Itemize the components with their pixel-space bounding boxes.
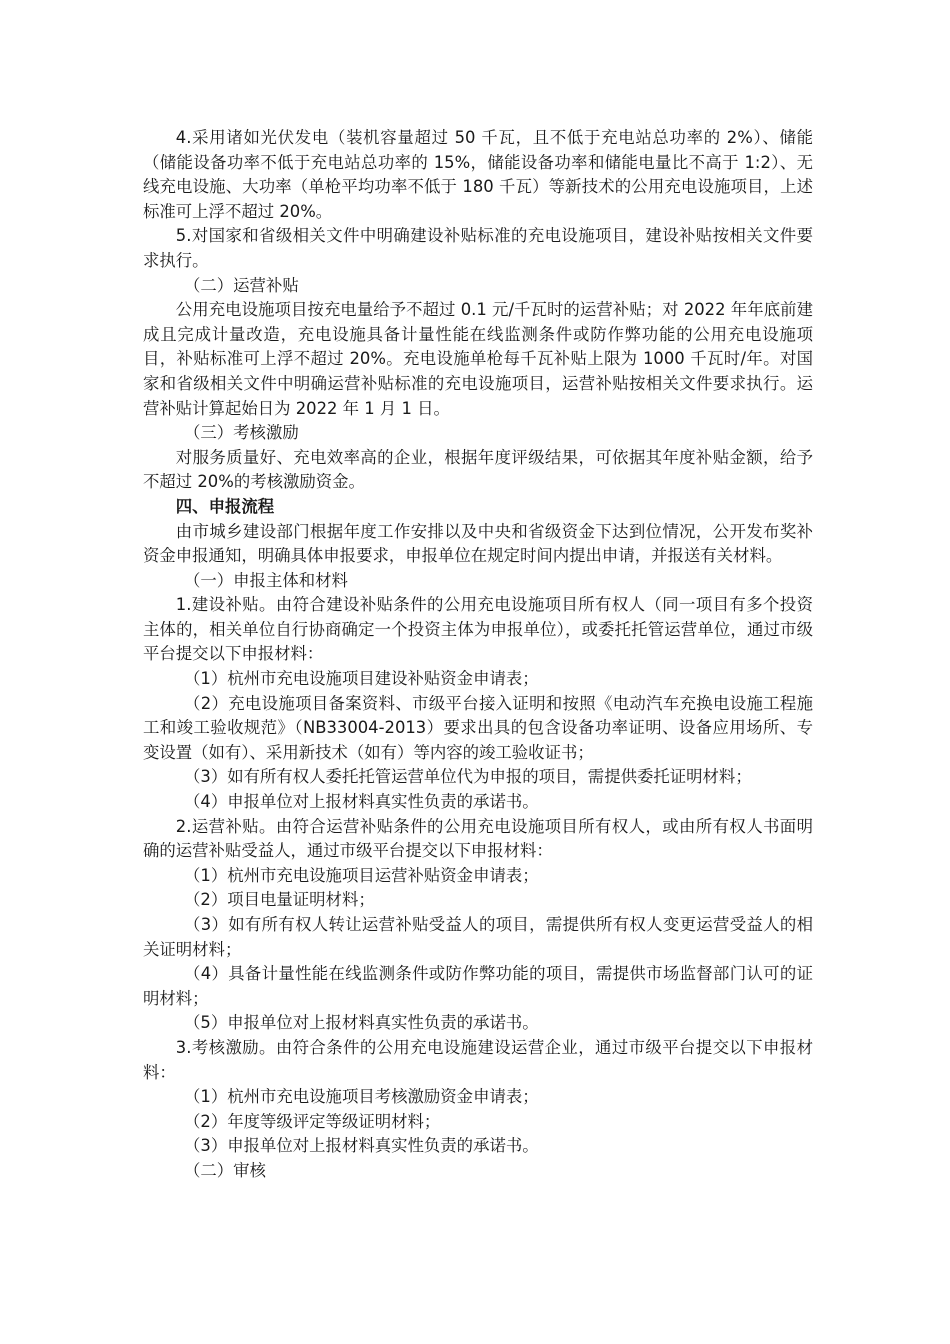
paragraph-construction-subsidy: 1.建设补贴。由符合建设补贴条件的公用充电设施项目所有权人（同一项目有多个投资主体的，相关单位自行协商确定一个投资主体为申报单位），或委托托管运营单位，通过市级平台提交以下申报材料：: [143, 595, 813, 664]
paragraph-operation-subsidy-application: 2.运营补贴。由符合运营补贴条件的公用充电设施项目所有权人，或由所有权人书面明确的运营补贴受益人，通过市级平台提交以下申报材料：: [143, 816, 813, 861]
heading-applicant-materials: （一）申报主体和材料: [184, 570, 348, 590]
list-item: （5）申报单位对上报材料真实性负责的承诺书。: [184, 1013, 539, 1033]
list-item: （4）具备计量性能在线监测条件或防作弊功能的项目，需提供市场监督部门认可的证明材料；: [143, 964, 813, 1008]
list-item: （3）如有所有权人委托托管运营单位代为申报的项目，需提供委托证明材料；: [184, 767, 752, 787]
paragraph-operation-subsidy: 公用充电设施项目按充电量给予不超过 0.1 元/千瓦时的运营补贴；对 2022 年年底前建成且完成计量改造，充电设施具备计量性能在线监测条件或防作弊功能的公用充电设施项目，补贴标准可上浮不超过 20%。充电设施单枪每千瓦补贴上限为 1000 千瓦时/年。对国家和省级相关文件中明确运营补贴标准的充电设施项目，运营补贴按相关文件要求执行。运营补贴计算起始日为 2022 年 1 月 1 日。: [143, 300, 813, 418]
list-item: （1）杭州市充电设施项目考核激励资金申请表；: [184, 1087, 539, 1107]
heading-assessment-incentive: （三）考核激励: [184, 423, 299, 443]
paragraph-assessment-incentive: 对服务质量好、充电效率高的企业，根据年度评级结果，可依据其年度补贴金额，给予不超过 20%的考核激励资金。: [143, 447, 813, 492]
list-item: （1）杭州市充电设施项目建设补贴资金申请表；: [184, 669, 539, 689]
document-page: [143, 126, 813, 1184]
heading-application-process: 四、申报流程: [175, 496, 275, 516]
list-item: （2）项目电量证明材料；: [184, 890, 375, 910]
paragraph-new-tech-standard: 4.采用诸如光伏发电（装机容量超过 50 千瓦，且不低于充电站总功率的 2%）、储能（储能设备功率不低于充电站总功率的 15%，储能设备功率和储能电量比不高于 1:2）、无线充电设施、大功率（单枪平均功率不低于 180 千瓦）等新技术的公用充电设施项目，上述标准可上浮不超过 20%。: [143, 128, 813, 221]
list-item: （3）如有所有权人转让运营补贴受益人的项目，需提供所有权人变更运营受益人的相关证明材料；: [143, 915, 813, 959]
heading-operation-subsidy: （二）运营补贴: [184, 275, 299, 295]
list-item: （2）充电设施项目备案资料、市级平台接入证明和按照《电动汽车充换电设施工程施工和竣工验收规范》（NB33004-2013）要求出具的包含设备功率证明、设备应用场所、专变设置（如有）、采用新技术（如有）等内容的竣工验收证书；: [143, 693, 813, 762]
paragraph-national-standard: 5.对国家和省级相关文件中明确建设补贴标准的充电设施项目，建设补贴按相关文件要求执行。: [143, 226, 813, 270]
list-item: （1）杭州市充电设施项目运营补贴资金申请表；: [184, 865, 539, 885]
heading-review: （二）审核: [184, 1160, 266, 1180]
list-item: （2）年度等级评定等级证明材料；: [184, 1111, 441, 1131]
paragraph-application-notice: 由市城乡建设部门根据年度工作安排以及中央和省级资金下达到位情况，公开发布奖补资金申报通知，明确具体申报要求，申报单位在规定时间内提出申请，并报送有关材料。: [143, 521, 813, 566]
paragraph-assessment-application: 3.考核激励。由符合条件的公用充电设施建设运营企业，通过市级平台提交以下申报材料：: [143, 1037, 813, 1082]
list-item: （3）申报单位对上报材料真实性负责的承诺书。: [184, 1136, 539, 1156]
list-item: （4）申报单位对上报材料真实性负责的承诺书。: [184, 792, 539, 812]
